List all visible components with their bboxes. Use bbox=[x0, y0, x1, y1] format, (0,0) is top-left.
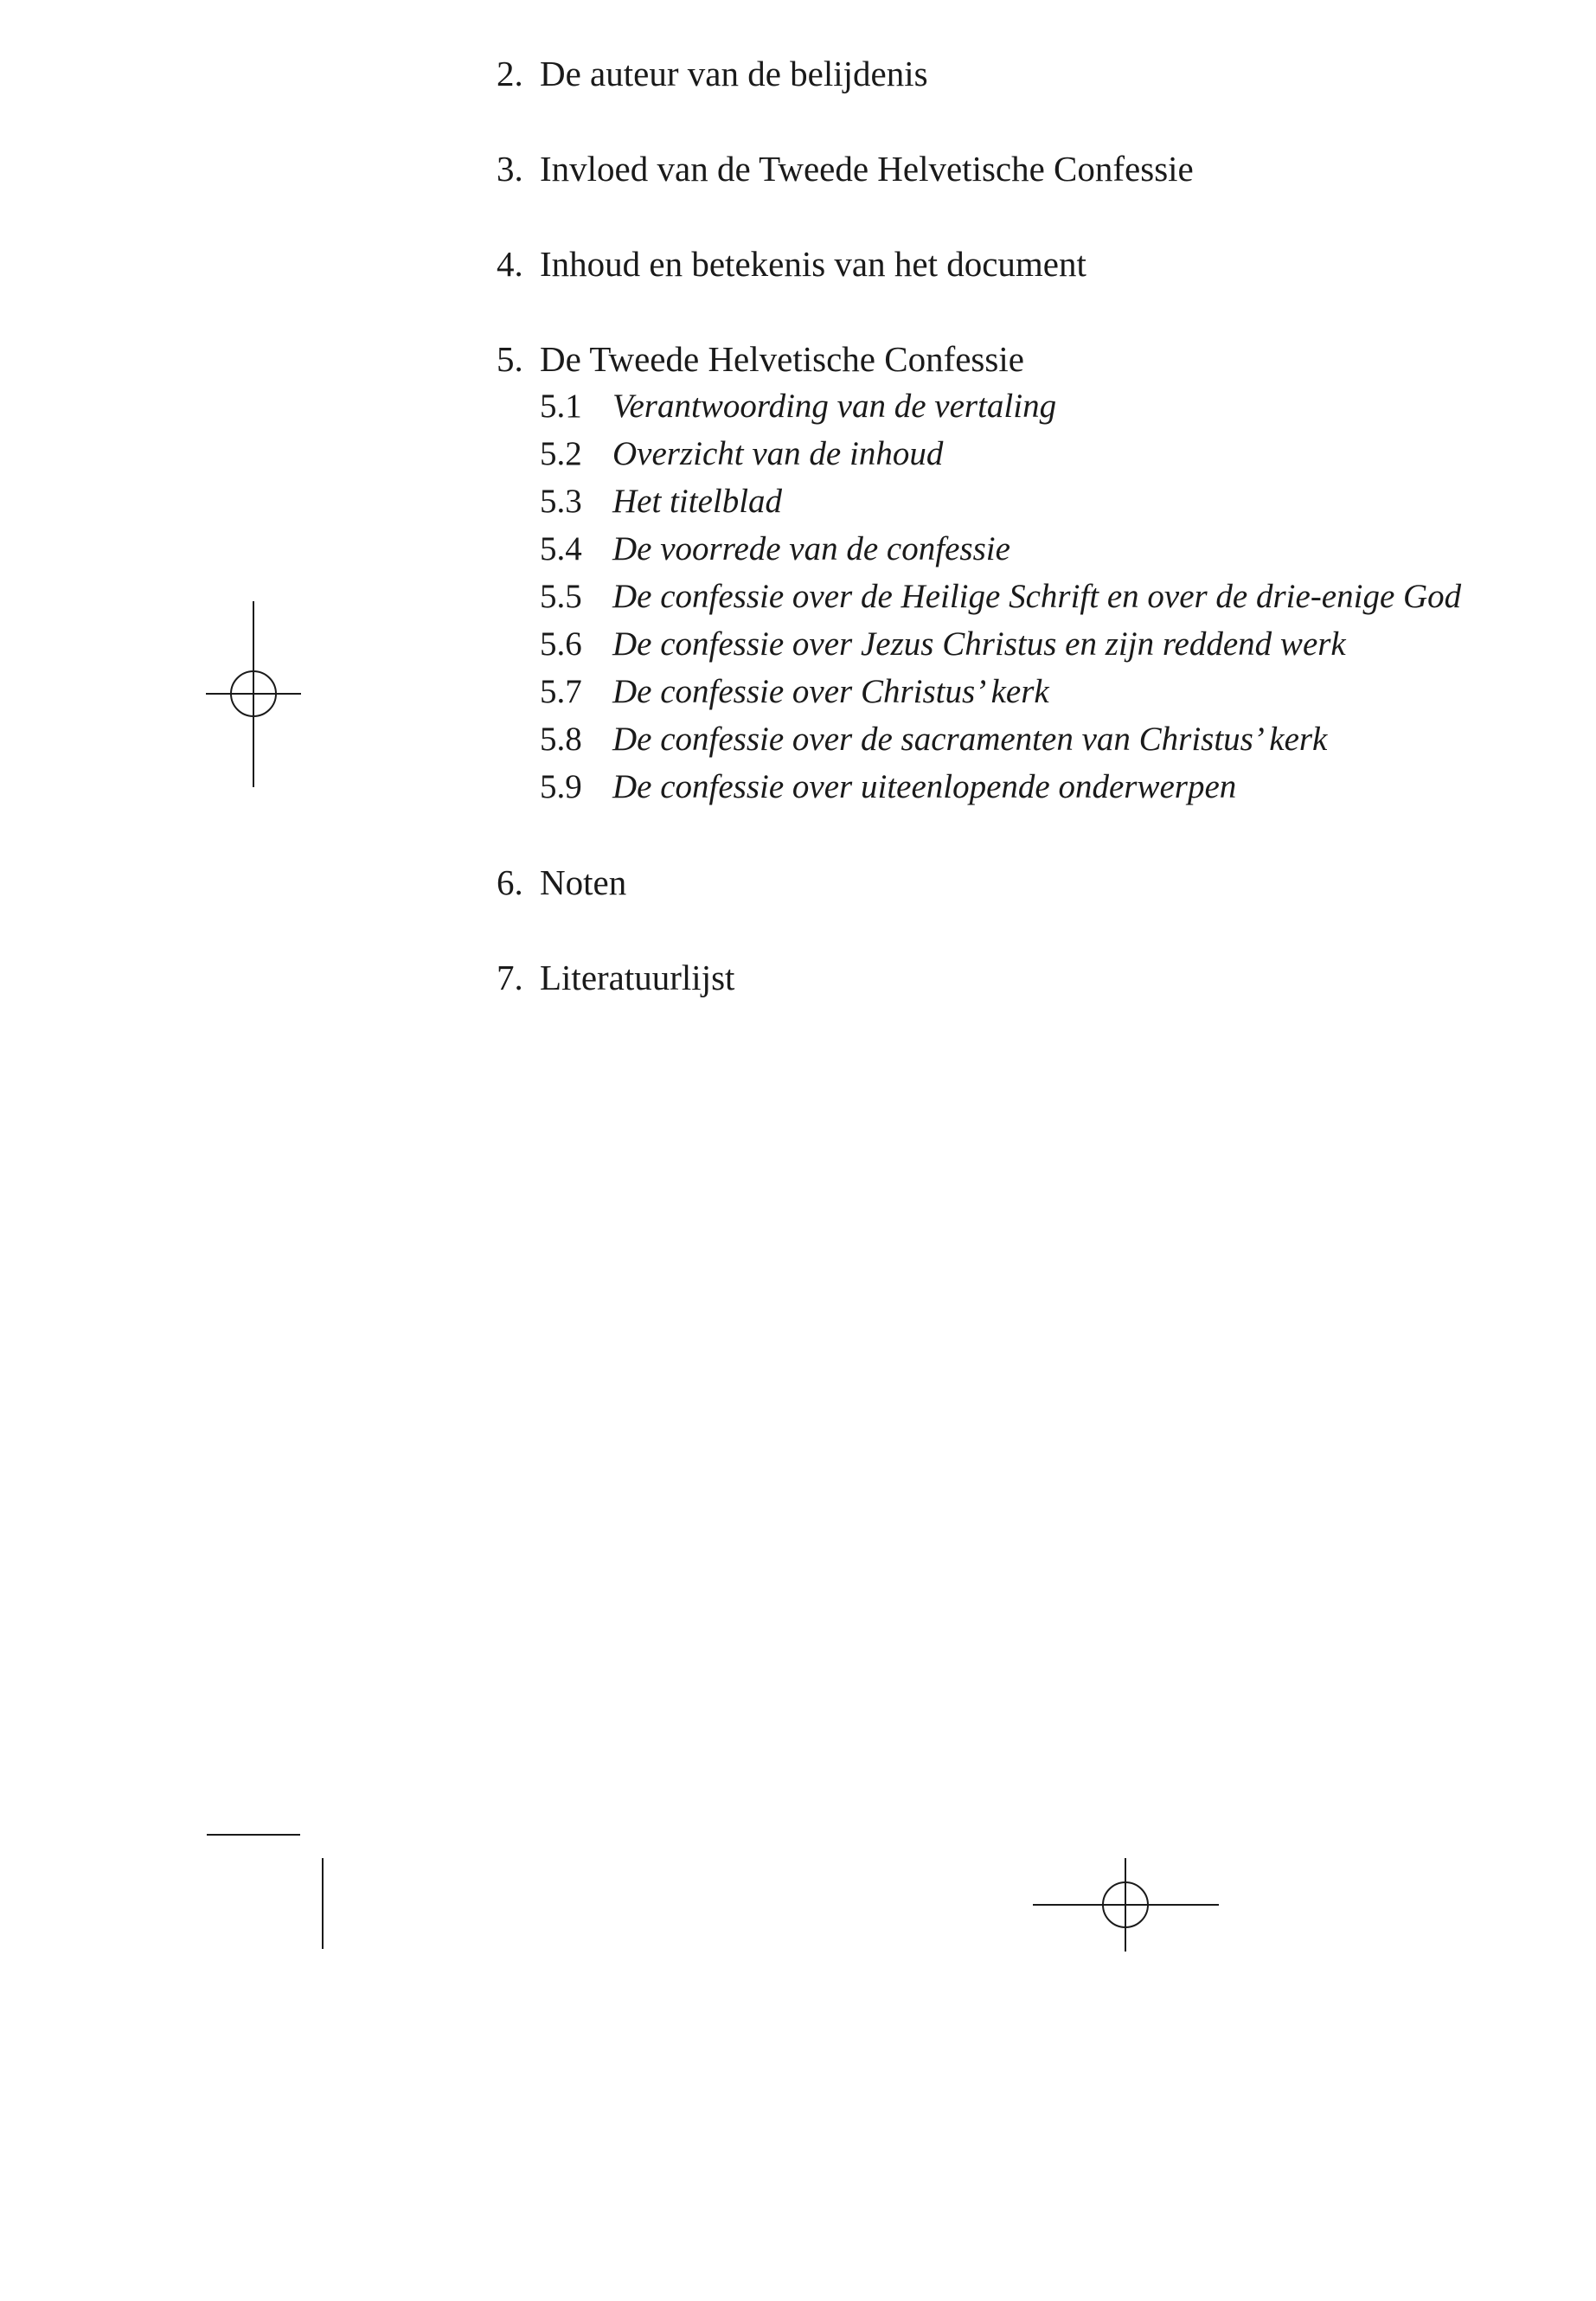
toc-subentry-number: 5.4 bbox=[540, 530, 582, 567]
toc-subentry-number: 5.8 bbox=[540, 721, 582, 758]
toc-entry-number: 4. bbox=[497, 244, 523, 284]
toc-subentry-title: Het titelblad bbox=[612, 483, 783, 520]
toc-entry-number: 2. bbox=[497, 54, 523, 93]
toc-subentry-title: De confessie over Jezus Christus en zijn reddend werk bbox=[612, 625, 1346, 663]
toc-entry-title: Invloed van de Tweede Helvetische Confessie bbox=[540, 149, 1194, 189]
toc-entry-7[interactable] bbox=[497, 956, 734, 999]
toc-subentry-number: 5.6 bbox=[540, 625, 582, 663]
toc-entry-5[interactable] bbox=[497, 337, 1024, 381]
registration-mark-icon bbox=[1033, 1858, 1219, 1952]
toc-entry-number: 3. bbox=[497, 149, 523, 189]
toc-subentry-title: Overzicht van de inhoud bbox=[612, 435, 944, 472]
toc-subentry-5-2[interactable] bbox=[540, 433, 943, 476]
toc-entry-6[interactable] bbox=[497, 861, 626, 904]
toc-subentry-5-9[interactable] bbox=[540, 766, 1236, 809]
registration-mark-icon bbox=[206, 601, 301, 787]
toc-subentry-title: Verantwoording van de vertaling bbox=[612, 388, 1057, 425]
toc-subentry-title: De confessie over de sacramenten van Christus’ kerk bbox=[612, 721, 1328, 758]
toc-subentry-title: De confessie over de Heilige Schrift en over de drie-enige God bbox=[612, 578, 1462, 615]
toc-subentry-5-1[interactable] bbox=[540, 385, 1056, 428]
toc-subentry-5-6[interactable] bbox=[540, 623, 1346, 666]
toc-entry-3[interactable] bbox=[497, 147, 1194, 190]
toc-subentry-title: De confessie over uiteenlopende onderwerpen bbox=[612, 768, 1237, 805]
toc-entry-title: De Tweede Helvetische Confessie bbox=[540, 339, 1024, 379]
toc-entry-title: De auteur van de belijdenis bbox=[540, 54, 928, 93]
toc-subentry-number: 5.2 bbox=[540, 435, 582, 472]
toc-subentry-5-3[interactable] bbox=[540, 480, 782, 523]
toc-entry-number: 5. bbox=[497, 339, 523, 379]
toc-subentry-title: De confessie over Christus’ kerk bbox=[612, 673, 1049, 710]
toc-subentry-5-5[interactable] bbox=[540, 575, 1461, 619]
toc-subentry-number: 5.1 bbox=[540, 388, 582, 425]
toc-entry-number: 6. bbox=[497, 862, 523, 902]
crop-mark-horizontal bbox=[207, 1834, 300, 1836]
toc-entry-number: 7. bbox=[497, 958, 523, 997]
toc-subentry-5-4[interactable] bbox=[540, 528, 1010, 571]
toc-entry-title: Literatuurlijst bbox=[540, 958, 735, 997]
toc-subentry-number: 5.7 bbox=[540, 673, 582, 710]
toc-subentry-number: 5.3 bbox=[540, 483, 582, 520]
crop-mark-vertical bbox=[322, 1858, 324, 1949]
toc-entry-4[interactable] bbox=[497, 242, 1086, 285]
toc-entry-title: Noten bbox=[540, 862, 627, 902]
toc-subentry-5-7[interactable] bbox=[540, 670, 1049, 714]
toc-entry-2[interactable] bbox=[497, 52, 928, 95]
toc-subentry-5-8[interactable] bbox=[540, 718, 1327, 761]
toc-entry-title: Inhoud en betekenis van het document bbox=[540, 244, 1086, 284]
toc-subentry-number: 5.9 bbox=[540, 768, 582, 805]
toc-subentry-number: 5.5 bbox=[540, 578, 582, 615]
toc-subentry-title: De voorrede van de confessie bbox=[612, 530, 1010, 567]
